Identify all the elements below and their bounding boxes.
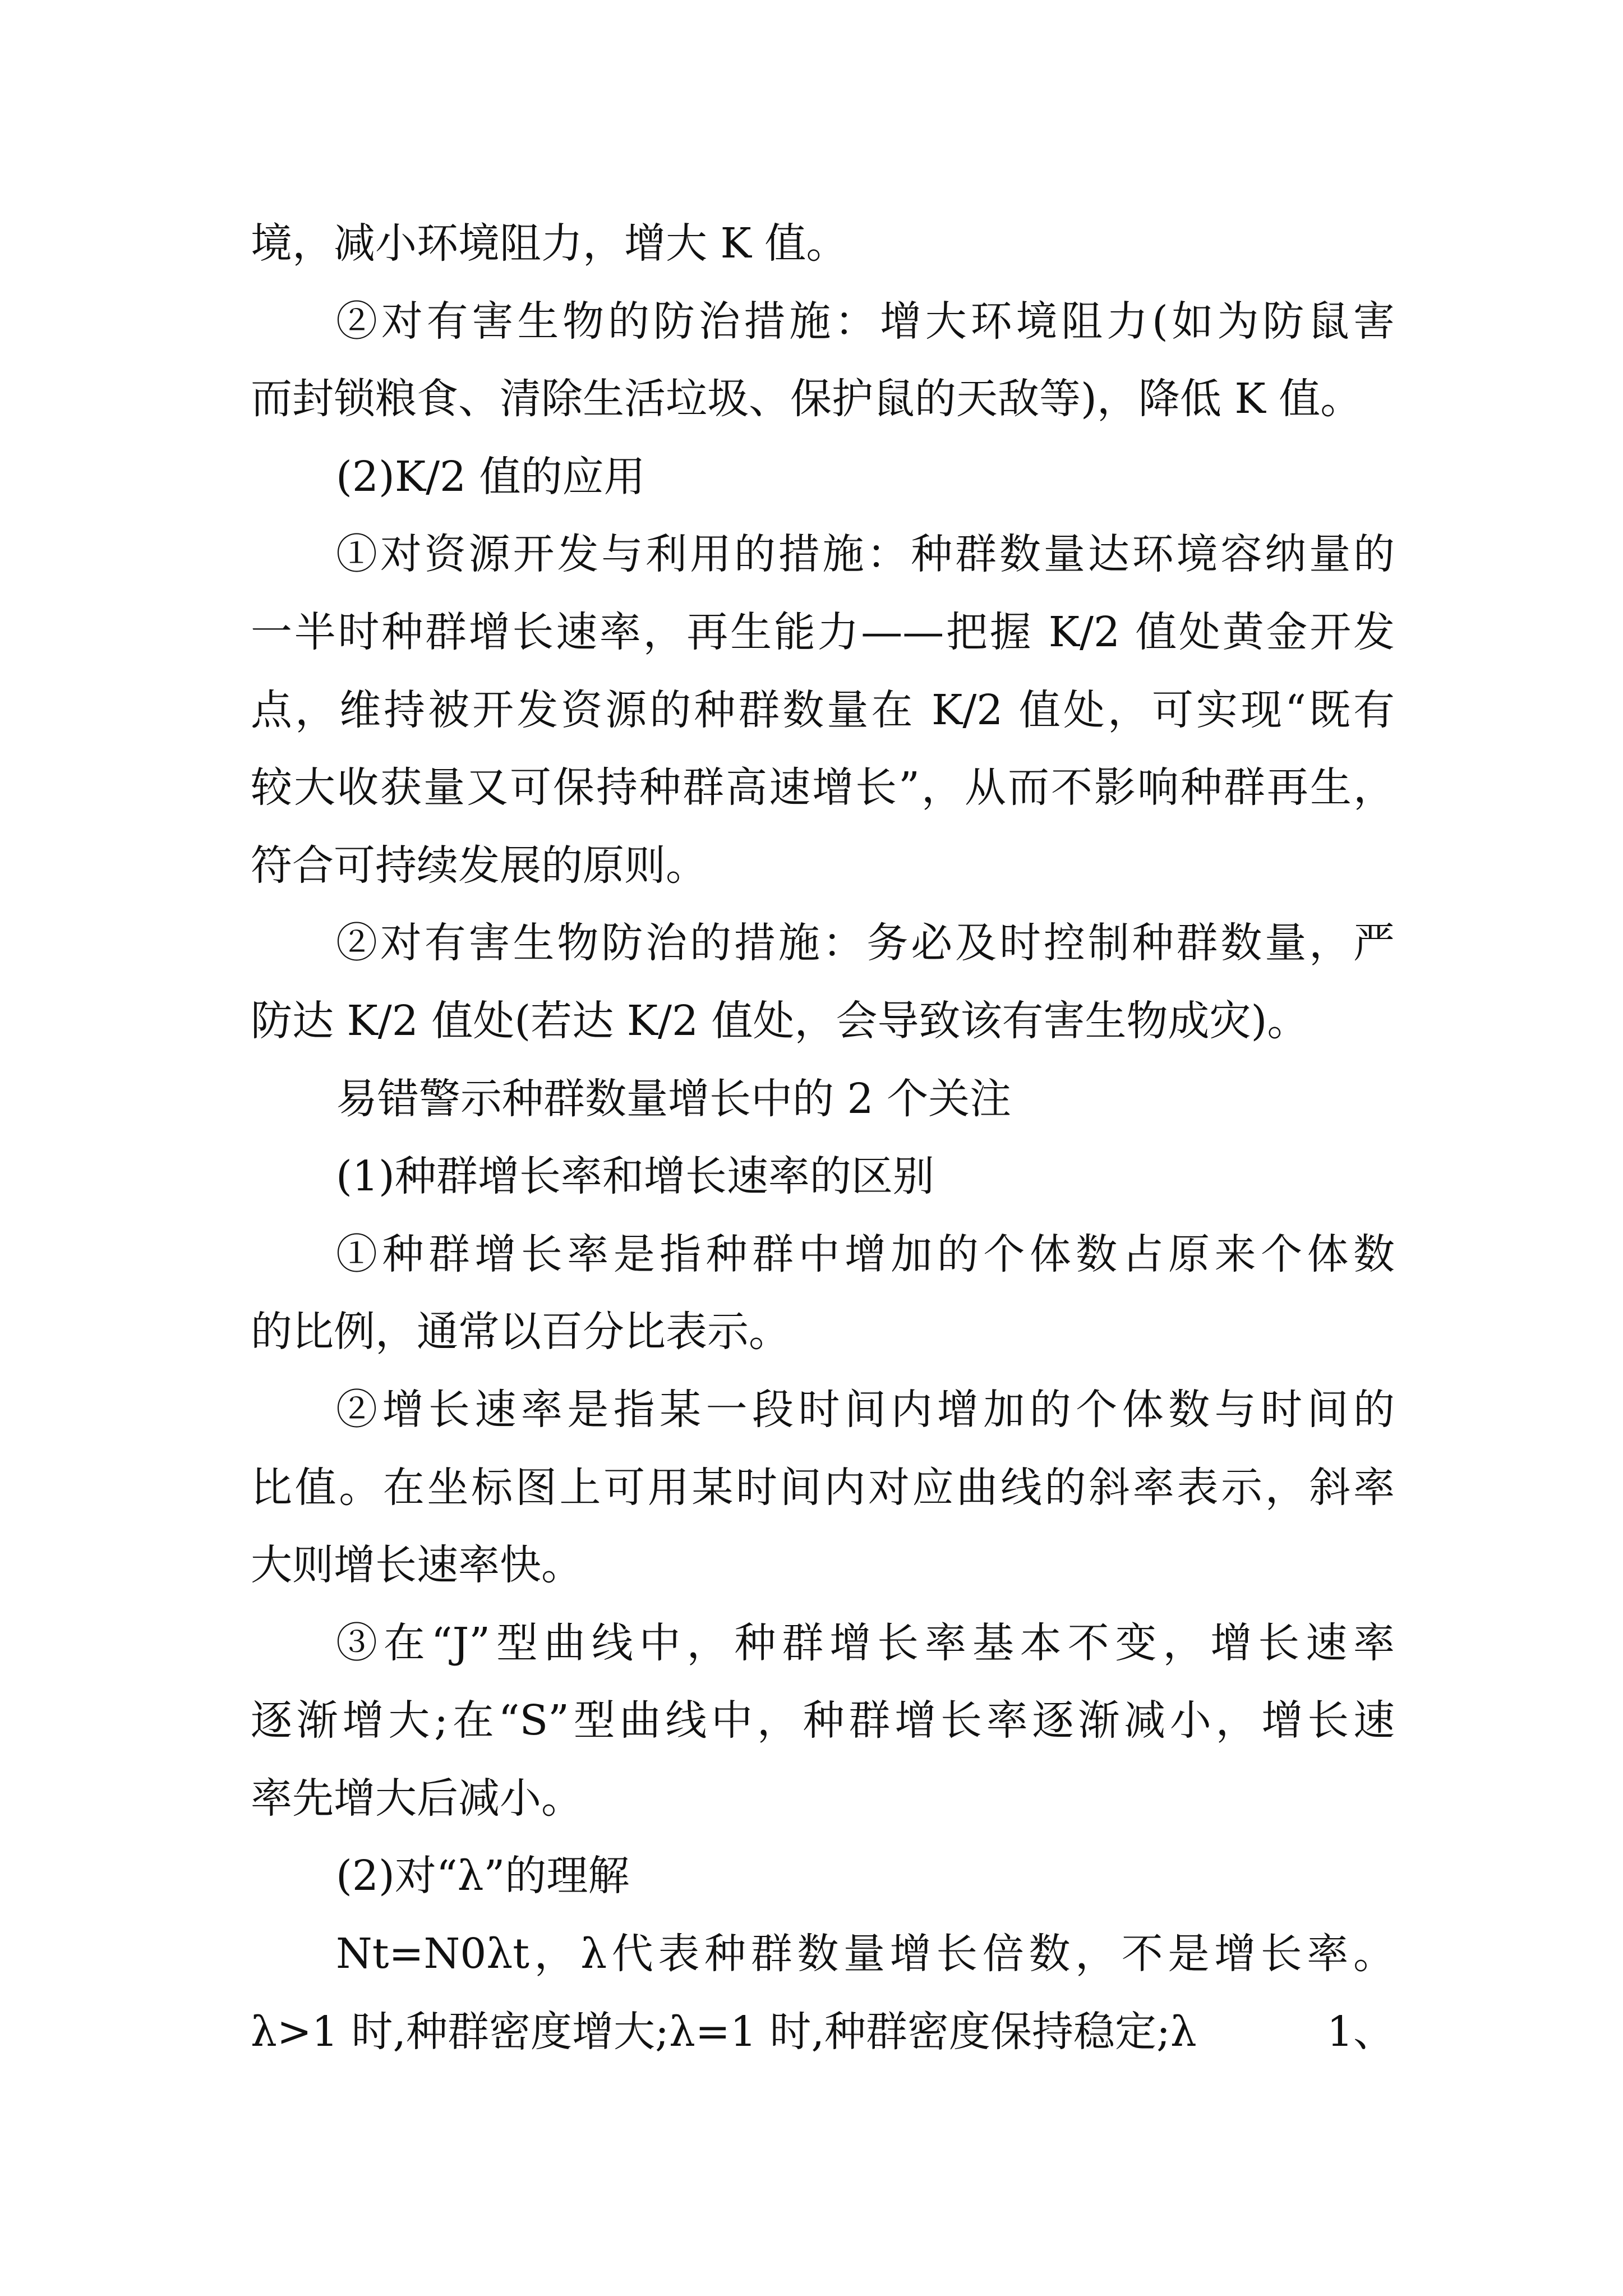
- text-line: 一半时种群增长速率，再生能力——把握 K/2 值处黄金开发: [251, 608, 1395, 656]
- text-line: (2)对“λ”的理解: [336, 1852, 630, 1901]
- text-line: 易错警示种群数量增长中的 2 个关注: [336, 1074, 1012, 1123]
- text-line: 大则增长速率快。: [251, 1541, 583, 1590]
- text-line: 点，维持被开发资源的种群数量在 K/2 值处，可实现“既有: [251, 685, 1395, 734]
- text-line-last-right: 1、: [1326, 2007, 1395, 2056]
- text-line: (2)K/2 值的应用: [336, 452, 645, 501]
- text-line: 比值。在坐标图上可用某时间内对应曲线的斜率表示，斜率: [251, 1463, 1395, 1512]
- text-line: 境，减小环境阻力，增大 K 值。: [251, 219, 848, 268]
- text-line: 的比例，通常以百分比表示。: [251, 1308, 790, 1356]
- text-line: ①种群增长率是指种群中增加的个体数占原来个体数: [336, 1230, 1395, 1278]
- text-line: Nt=N0λt，λ代表种群数量增长倍数，不是增长率。: [336, 1930, 1395, 1978]
- text-line: (1)种群增长率和增长速率的区别: [336, 1152, 934, 1201]
- text-line-last-left: λ>1 时,种群密度增大;λ=1 时,种群密度保持稳定;λ: [251, 2007, 1197, 2056]
- text-line: ③在“J”型曲线中，种群增长率基本不变，增长速率: [336, 1618, 1395, 1667]
- text-line: 率先增大后减小。: [251, 1774, 583, 1823]
- text-line: ②对有害生物的防治措施：增大环境阻力(如为防鼠害: [336, 297, 1395, 346]
- text-line: 而封锁粮食、清除生活垃圾、保护鼠的天敌等)，降低 K 值。: [251, 375, 1362, 424]
- document-body: [251, 205, 1395, 2070]
- text-line-last: [251, 1993, 1395, 2071]
- text-line: ①对资源开发与利用的措施：种群数量达环境容纳量的: [336, 530, 1395, 579]
- text-line: 逐渐增大;在“S”型曲线中，种群增长率逐渐减小，增长速: [251, 1696, 1395, 1745]
- text-line: 防达 K/2 值处(若达 K/2 值处，会导致该有害生物成灾)。: [251, 996, 1309, 1045]
- text-line: ②增长速率是指某一段时间内增加的个体数与时间的: [336, 1385, 1395, 1434]
- text-line: 较大收获量又可保持种群高速增长”，从而不影响种群再生，: [251, 763, 1395, 812]
- text-line: 符合可持续发展的原则。: [251, 841, 707, 890]
- text-line: ②对有害生物防治的措施：务必及时控制种群数量，严: [336, 919, 1395, 968]
